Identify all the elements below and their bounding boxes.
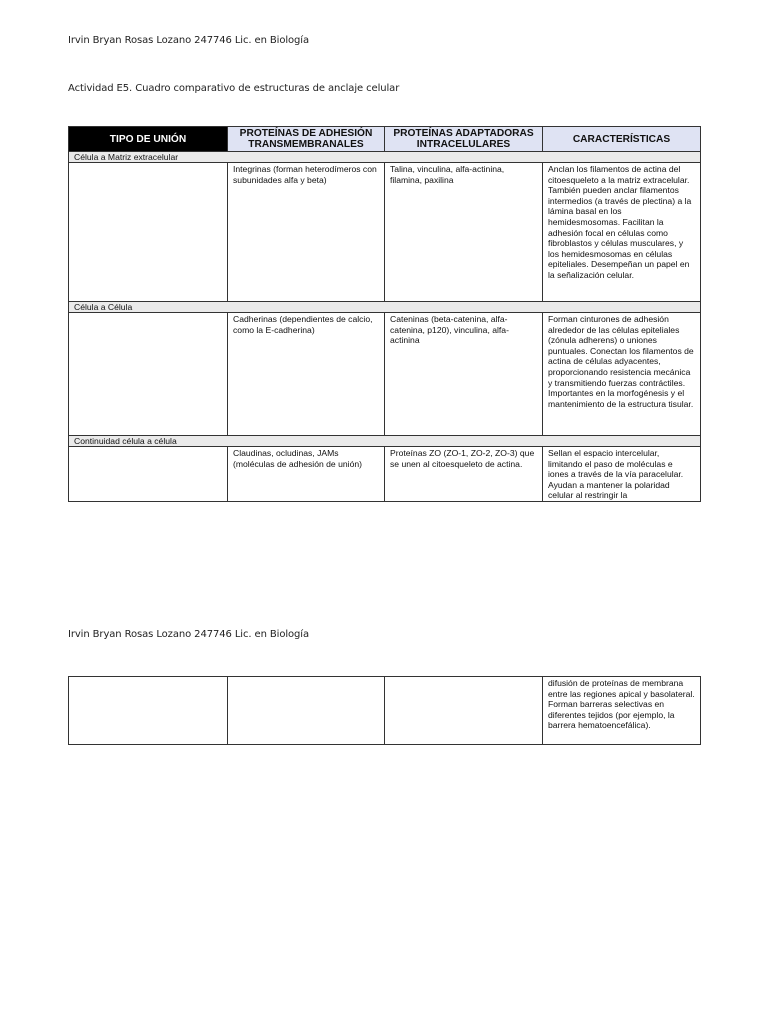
table-cell-adhesion bbox=[228, 677, 385, 745]
section-row-continuidad bbox=[69, 436, 701, 447]
table-cell-adaptadoras: Proteínas ZO (ZO-1, ZO-2, ZO-3) que se unen al citoesqueleto de actina. bbox=[385, 447, 543, 502]
table-cell-adaptadoras bbox=[385, 677, 543, 745]
table-cell-tipo bbox=[69, 163, 228, 302]
section-row-celula-matriz bbox=[69, 152, 701, 163]
table-cell-tipo bbox=[69, 677, 228, 745]
column-header-caracteristicas: CARACTERÍSTICAS bbox=[543, 127, 701, 152]
table-row bbox=[69, 163, 701, 302]
table-cell-tipo bbox=[69, 313, 228, 436]
table-header-row bbox=[69, 127, 701, 152]
comparison-table-continuation bbox=[68, 676, 701, 745]
table-cell-adhesion: Claudinas, ocludinas, JAMs (moléculas de adhesión de unión) bbox=[228, 447, 385, 502]
column-header-proteinas-adaptadoras: PROTEÍNAS ADAPTADORAS INTRACELULARES bbox=[385, 127, 543, 152]
table-cell-caracteristicas: Anclan los filamentos de actina del citoesqueleto a la matriz extracelular. También pueden anclar filamentos intermedios (a través de plectina) a la lámina basal en los hemidesmosomas. Facilitan la adhesión focal en células como fibroblastos y células musculares, y los hemidesmosomas en células epiteliales. Desempeñan un papel en la señalización celular. bbox=[543, 163, 701, 302]
table-cell-caracteristicas: Forman cinturones de adhesión alrededor de las células epiteliales (zónula adherens) o uniones puntuales. Conectan los filamentos de actina de células adyacentes, proporcionando resistencia mecánica y transmitiendo fuerzas contráctiles. Importantes en la morfogénesis y el mantenimiento de la estructura tisular. bbox=[543, 313, 701, 436]
section-label: Célula a Célula bbox=[69, 302, 701, 313]
table-cell-tipo bbox=[69, 447, 228, 502]
table-row bbox=[69, 313, 701, 436]
comparison-table bbox=[68, 126, 701, 502]
page-header: Irvin Bryan Rosas Lozano 247746 Lic. en Biología bbox=[68, 629, 310, 640]
table-cell-caracteristicas: Sellan el espacio intercelular, limitando el paso de moléculas e iones a través de la vía paracelular. Ayudan a mantener la polaridad celular al restringir la bbox=[543, 447, 701, 502]
table-cell-adaptadoras: Talina, vinculina, alfa-actinina, filamina, paxilina bbox=[385, 163, 543, 302]
table-cell-adhesion: Cadherinas (dependientes de calcio, como la E-cadherina) bbox=[228, 313, 385, 436]
table-cell-caracteristicas: difusión de proteínas de membrana entre las regiones apical y basolateral. Forman barreras selectivas en diferentes tejidos (por ejemplo, la barrera hematoencefálica). bbox=[543, 677, 701, 745]
section-label: Continuidad célula a célula bbox=[69, 436, 701, 447]
section-row-celula-celula bbox=[69, 302, 701, 313]
page-header: Irvin Bryan Rosas Lozano 247746 Lic. en Biología bbox=[68, 35, 310, 46]
column-header-proteinas-adhesion: PROTEÍNAS DE ADHESIÓN TRANSMEMBRANALES bbox=[228, 127, 385, 152]
table-row bbox=[69, 447, 701, 502]
section-label: Célula a Matriz extracelular bbox=[69, 152, 701, 163]
table-row bbox=[69, 677, 701, 745]
column-header-tipo-union: TIPO DE UNIÓN bbox=[69, 127, 228, 152]
table-cell-adaptadoras: Cateninas (beta-catenina, alfa-catenina, p120), vinculina, alfa-actinina bbox=[385, 313, 543, 436]
table-cell-adhesion: Integrinas (forman heterodímeros con subunidades alfa y beta) bbox=[228, 163, 385, 302]
document-title: Actividad E5. Cuadro comparativo de estructuras de anclaje celular bbox=[68, 83, 400, 94]
